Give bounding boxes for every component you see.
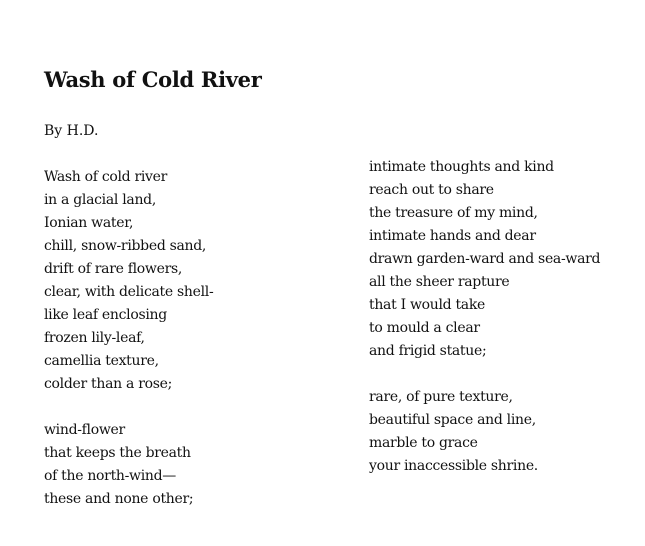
poem-line: intimate hands and dear	[369, 228, 536, 244]
poem-line: intimate thoughts and kind	[369, 159, 554, 175]
poem-line: drawn garden-ward and sea-ward	[369, 251, 601, 267]
poem-line: to mould a clear	[369, 320, 480, 336]
poem-line: these and none other;	[44, 491, 194, 507]
poem-line: all the sheer rapture	[369, 274, 510, 290]
poem-line: camellia texture,	[44, 353, 159, 369]
poem-line: that keeps the breath	[44, 445, 191, 461]
poem-line: and frigid statue;	[369, 343, 487, 359]
poem-line: Ionian water,	[44, 215, 134, 231]
poem-line: like leaf enclosing	[44, 307, 167, 323]
poem-line: clear, with delicate shell-	[44, 284, 214, 300]
stanza	[44, 166, 213, 396]
poem-line: beautiful space and line,	[369, 412, 536, 428]
poem-line: chill, snow-ribbed sand,	[44, 238, 207, 254]
poem-line: marble to grace	[369, 435, 478, 451]
poem-line: the treasure of my mind,	[369, 205, 538, 221]
poem-column-right	[369, 156, 600, 501]
poem-line: colder than a rose;	[44, 376, 172, 392]
poem-column-left	[44, 166, 213, 534]
poem-line: in a glacial land,	[44, 192, 156, 208]
poem-byline: By H.D.	[44, 123, 99, 139]
poem-line: that I would take	[369, 297, 486, 313]
poem-line: of the north-wind—	[44, 468, 176, 484]
poem-line: reach out to share	[369, 182, 494, 198]
stanza	[369, 156, 600, 363]
stanza	[44, 419, 213, 511]
poem-line: rare, of pure texture,	[369, 389, 513, 405]
poem-title: Wash of Cold River	[44, 67, 262, 92]
stanza	[369, 386, 600, 478]
poem-line: Wash of cold river	[44, 169, 168, 185]
poem-line: drift of rare flowers,	[44, 261, 183, 277]
poem-line: frozen lily-leaf,	[44, 330, 145, 346]
poem-line: wind-flower	[44, 422, 125, 438]
poem-line: your inaccessible shrine.	[369, 458, 538, 474]
